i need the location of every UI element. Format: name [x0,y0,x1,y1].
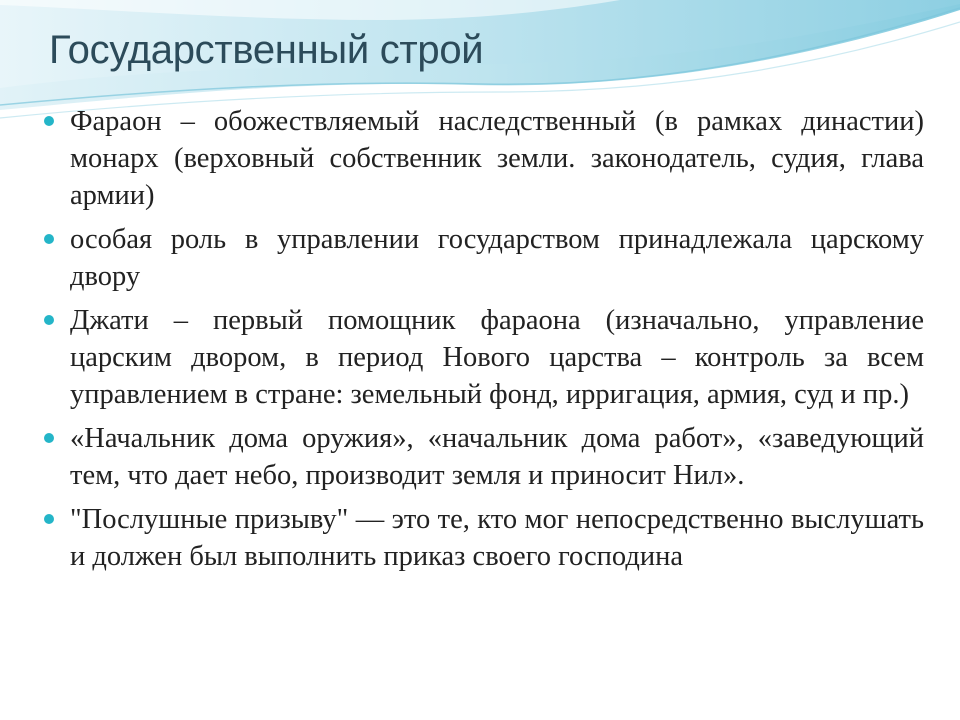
bullet-text: "Послушные призыву" — это те, кто мог непосредственно выслушать и должен был выполнить приказ своего господина [70,504,924,572]
bullet-item [44,302,924,413]
bullet-item [44,103,924,214]
bullet-text: Фараон – обожествляемый наследственный (в рамках династии) монарх (верховный собственник земли. законодатель, судия, глава армии) [70,106,924,211]
bullet-dot-icon [44,116,54,126]
bullet-dot-icon [44,315,54,325]
bullet-dot-icon [44,514,54,524]
bullet-text: «Начальник дома оружия», «начальник дома работ», «заведующий тем, что дает небо, производит земля и приносит Нил». [70,423,924,491]
bullet-dot-icon [44,234,54,244]
bullet-item [44,501,924,575]
bullet-dot-icon [44,433,54,443]
bullet-list [44,103,924,582]
slide-title: Государственный строй [49,28,484,72]
bullet-text: особая роль в управлении государством принадлежала царскому двору [70,224,924,292]
bullet-text: Джати – первый помощник фараона (изначально, управление царским двором, в период Нового царства – контроль за всем управлением в стране: земельный фонд, ирригация, армия, суд и пр.) [70,305,924,410]
bullet-item [44,221,924,295]
bullet-item [44,420,924,494]
